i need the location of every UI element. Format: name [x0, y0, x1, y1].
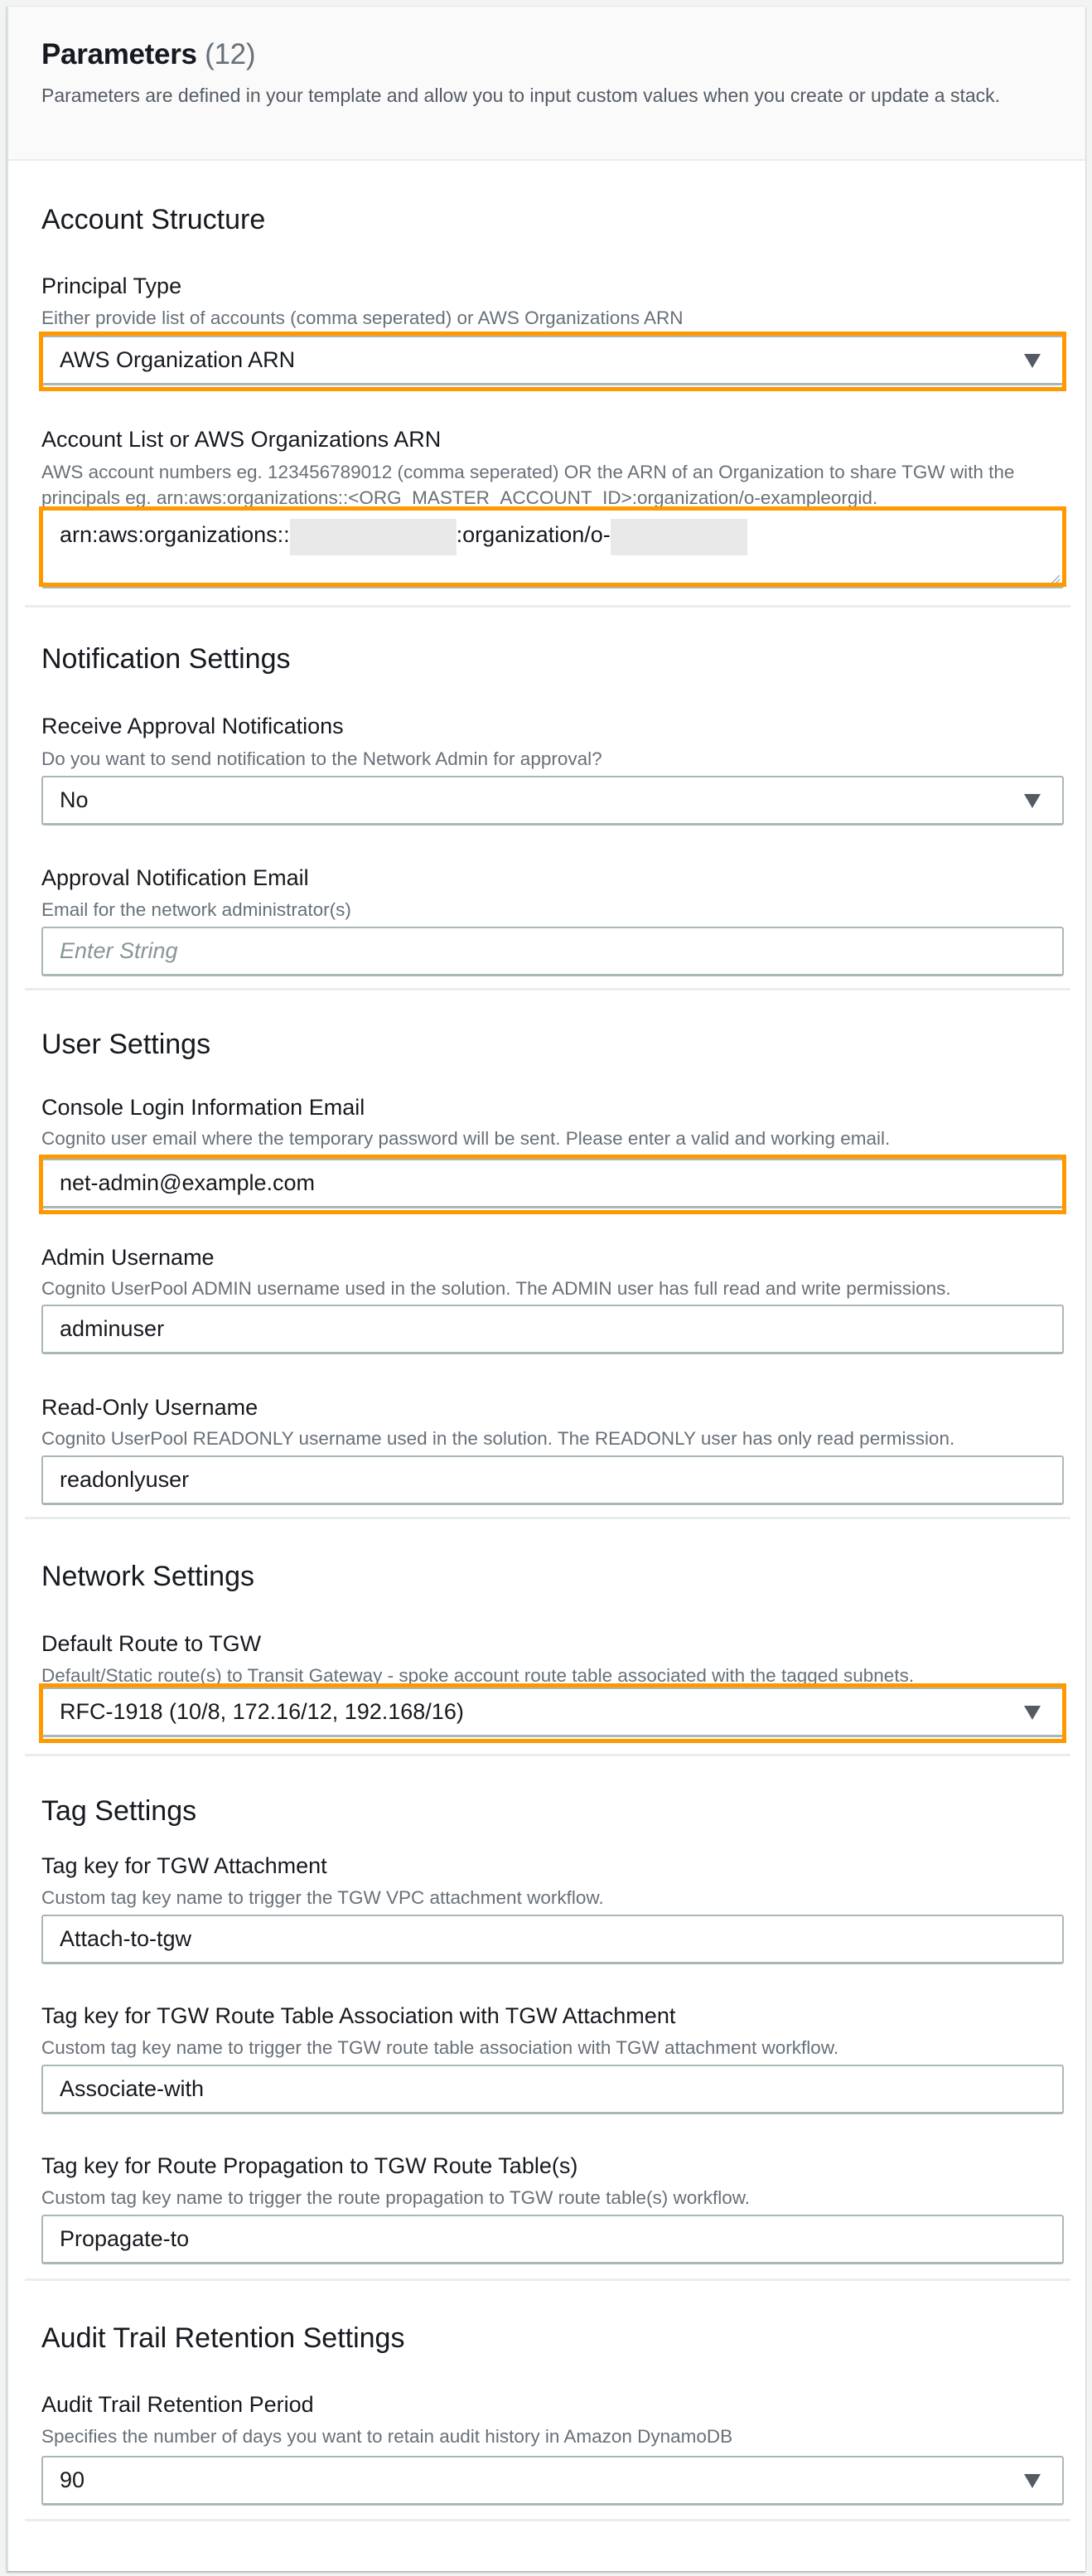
readonly-username-input[interactable]	[41, 1455, 1064, 1505]
tgw-attachment-tag-label: Tag key for TGW Attachment	[41, 1853, 327, 1878]
section-heading-user-settings: User Settings	[41, 1029, 211, 1060]
caret-down-icon	[1024, 794, 1041, 808]
receive-approval-description: Do you want to send notification to the Network Admin for approval?	[41, 748, 602, 769]
default-route-select[interactable]	[41, 1687, 1064, 1737]
panel-title	[41, 38, 255, 71]
approval-email-input[interactable]	[41, 927, 1064, 976]
receive-approval-value: No	[60, 787, 89, 812]
principal-type-label: Principal Type	[41, 274, 182, 298]
section-divider	[25, 2278, 1070, 2281]
admin-username-input[interactable]	[41, 1305, 1064, 1354]
tgw-attachment-tag-input[interactable]	[41, 1915, 1064, 1964]
section-heading-network-settings: Network Settings	[41, 1561, 254, 1592]
default-route-description: Default/Static route(s) to Transit Gateway - spoke account route table associated with the tagged subnets.	[41, 1665, 915, 1686]
panel-description: Parameters are defined in your template and allow you to input custom values when you create or update a stack.	[41, 85, 1001, 106]
principal-type-description: Either provide list of accounts (comma seperated) or AWS Organizations ARN	[41, 307, 684, 328]
console-login-email-value: net-admin@example.com	[60, 1170, 316, 1195]
route-propagation-tag-description: Custom tag key name to trigger the route propagation to TGW route table(s) workflow.	[41, 2187, 750, 2208]
audit-retention-description: Specifies the number of days you want to retain audit history in Amazon DynamoDB	[41, 2426, 733, 2447]
section-divider	[25, 1517, 1070, 1519]
principal-type-select[interactable]	[41, 336, 1064, 385]
admin-username-value: adminuser	[60, 1316, 165, 1341]
account-list-value-prefix: arn:aws:organizations::	[60, 522, 290, 547]
parameters-panel	[7, 7, 1085, 2571]
resize-handle-icon[interactable]	[1051, 575, 1060, 583]
default-route-value: RFC-1918 (10/8, 172.16/12, 192.168/16)	[60, 1699, 464, 1724]
route-table-association-tag-input[interactable]	[41, 2065, 1064, 2114]
readonly-username-label: Read-Only Username	[41, 1395, 259, 1420]
default-route-label: Default Route to TGW	[41, 1631, 262, 1656]
console-login-email-description: Cognito user email where the temporary password will be sent. Please enter a valid and working email.	[41, 1128, 891, 1149]
account-list-value-middle: :organization/o-	[456, 522, 611, 547]
redacted-org-id	[611, 519, 747, 555]
route-table-association-tag-label: Tag key for TGW Route Table Association with TGW Attachment	[41, 2003, 676, 2028]
audit-retention-value: 90	[60, 2467, 85, 2492]
account-list-label: Account List or AWS Organizations ARN	[41, 427, 442, 452]
section-divider	[25, 988, 1070, 990]
section-heading-audit-trail: Audit Trail Retention Settings	[41, 2322, 405, 2354]
section-heading-account-structure: Account Structure	[41, 204, 266, 235]
route-table-association-tag-description: Custom tag key name to trigger the TGW route table association with TGW attachment workflow.	[41, 2037, 839, 2058]
principal-type-value: AWS Organization ARN	[60, 347, 296, 372]
approval-email-description: Email for the network administrator(s)	[41, 899, 351, 920]
readonly-username-value: readonlyuser	[60, 1467, 190, 1492]
redacted-account-id	[290, 519, 457, 555]
caret-down-icon	[1024, 1706, 1041, 1720]
account-list-description: AWS account numbers eg. 123456789012 (comma seperated) OR the ARN of an Organization to share TGW with the principals eg. arn:aws:organizations::<ORG_MASTER_ACCOUNT_ID>:organization/o-exampleorgid.	[41, 462, 1015, 508]
caret-down-icon	[1024, 2474, 1041, 2488]
console-login-email-label: Console Login Information Email	[41, 1095, 365, 1120]
audit-retention-label: Audit Trail Retention Period	[41, 2392, 314, 2417]
console-login-email-input[interactable]	[41, 1159, 1064, 1208]
section-divider	[25, 1754, 1070, 1756]
caret-down-icon	[1024, 354, 1041, 368]
section-heading-tag-settings: Tag Settings	[41, 1795, 197, 1827]
approval-email-placeholder: Enter String	[60, 938, 178, 963]
tgw-attachment-tag-description: Custom tag key name to trigger the TGW VPC attachment workflow.	[41, 1887, 604, 1908]
approval-email-label: Approval Notification Email	[41, 865, 309, 890]
admin-username-label: Admin Username	[41, 1245, 215, 1270]
account-list-textarea[interactable]	[41, 509, 1064, 588]
receive-approval-label: Receive Approval Notifications	[41, 714, 344, 738]
parameter-count: (12)	[205, 38, 256, 70]
section-divider	[25, 2519, 1070, 2521]
admin-username-description: Cognito UserPool ADMIN username used in the solution. The ADMIN user has full read and write permissions.	[41, 1278, 951, 1299]
panel-title-text: Parameters	[41, 38, 197, 70]
readonly-username-description: Cognito UserPool READONLY username used in the solution. The READONLY user has only read permission.	[41, 1428, 955, 1449]
route-propagation-tag-input[interactable]	[41, 2215, 1064, 2264]
tgw-attachment-tag-value: Attach-to-tgw	[60, 1926, 192, 1951]
section-divider	[25, 605, 1070, 608]
section-heading-notification-settings: Notification Settings	[41, 643, 291, 675]
route-propagation-tag-label: Tag key for Route Propagation to TGW Route Table(s)	[41, 2153, 578, 2178]
route-propagation-tag-value: Propagate-to	[60, 2226, 190, 2251]
receive-approval-select[interactable]	[41, 776, 1064, 826]
audit-retention-select[interactable]	[41, 2456, 1064, 2506]
panel-header	[8, 7, 1085, 161]
route-table-association-tag-value: Associate-with	[60, 2076, 205, 2101]
